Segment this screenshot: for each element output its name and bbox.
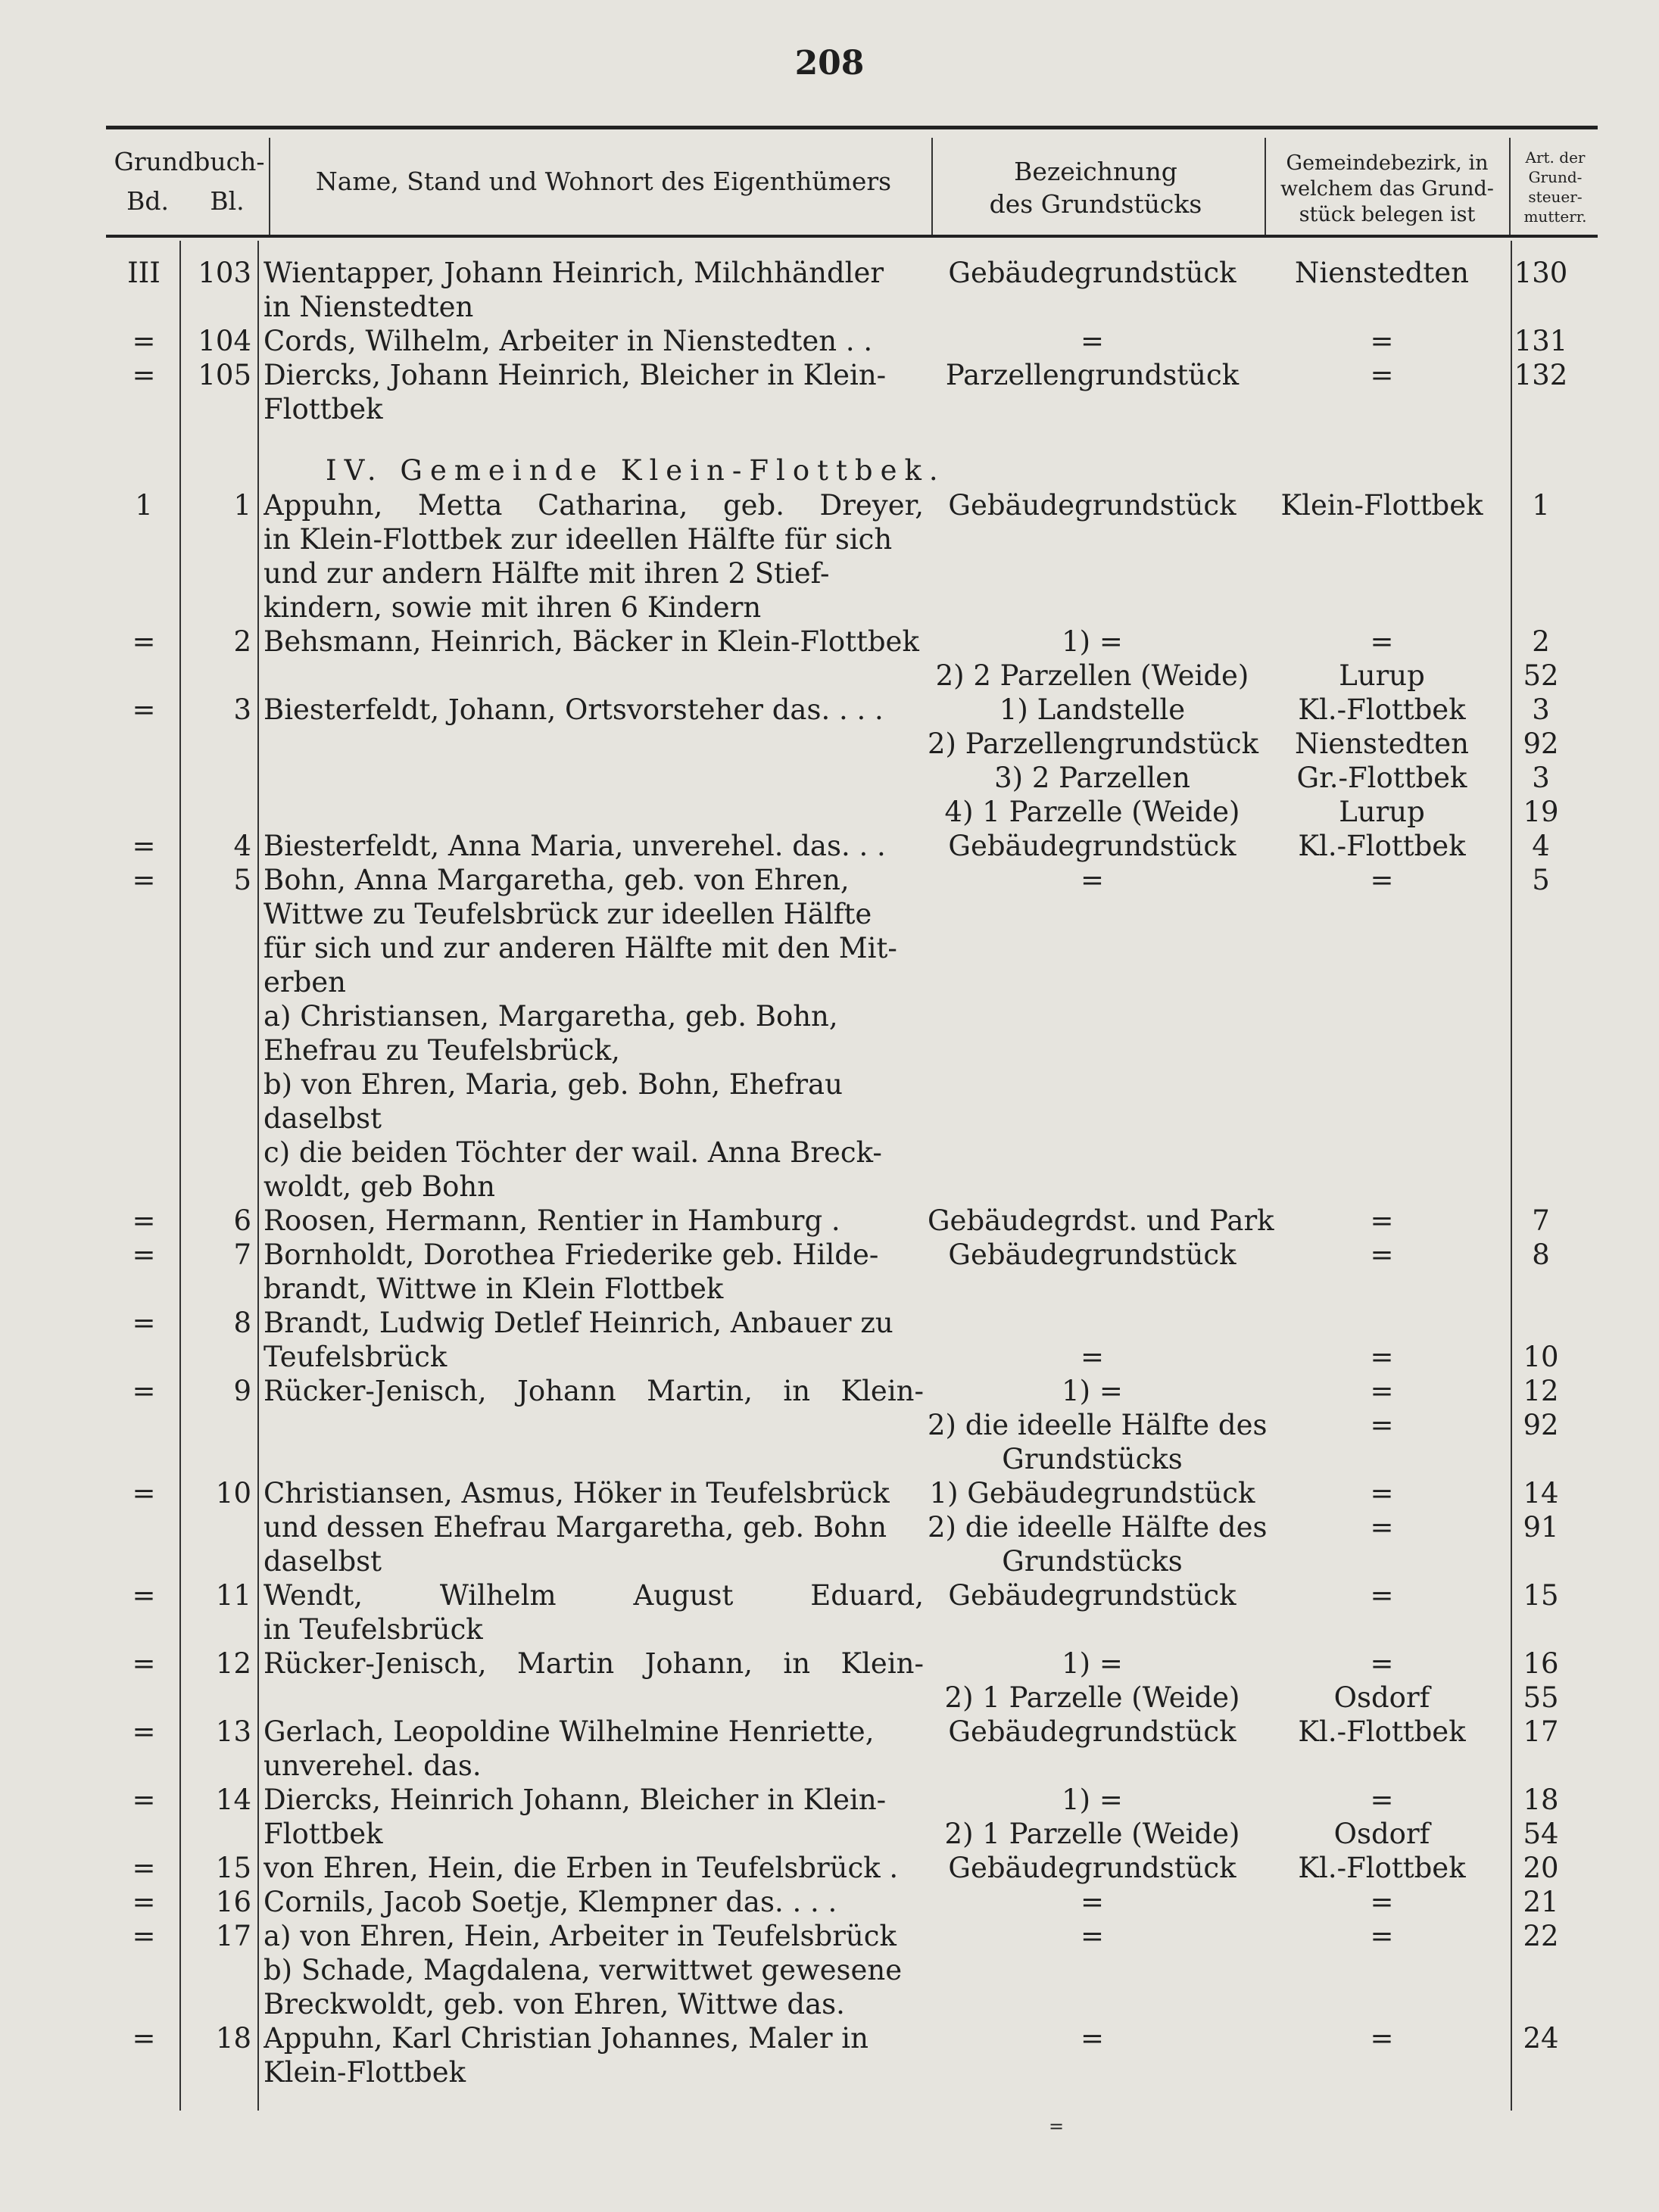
cell-owner bbox=[264, 1715, 924, 1783]
cell-bezeichnung-line: 3) 2 Parzellen bbox=[994, 762, 1190, 794]
cell-owner-line: Breckwoldt, geb. von Ehren, Wittwe das. bbox=[264, 1988, 845, 2020]
cell-owner bbox=[264, 358, 924, 426]
cell-artikel-line: 92 bbox=[1523, 727, 1559, 760]
cell-bezeichnung bbox=[928, 2021, 1257, 2055]
cell-blatt: 103 bbox=[198, 257, 251, 289]
cell-blatt: 12 bbox=[215, 1647, 251, 1680]
cell-bezeichnung-line: 1) Landstelle bbox=[999, 693, 1186, 726]
header-name: Name, Stand und Wohnort des Eigenthümers bbox=[315, 167, 892, 196]
cell-artikel-line: 3 bbox=[1532, 693, 1550, 726]
cell-owner-line: Rücker-Jenisch, Johann Martin, in Klein- bbox=[264, 1375, 924, 1407]
cell-artikel bbox=[1511, 1306, 1571, 1374]
cell-bezeichnung-line: = bbox=[1080, 2022, 1104, 2055]
cell-artikel-line: 3 bbox=[1532, 762, 1550, 794]
cell-owner bbox=[264, 1851, 924, 1885]
cell-gemeinde bbox=[1268, 1476, 1495, 1544]
cell-artikel-line: 130 bbox=[1514, 257, 1568, 289]
cell-gemeinde-line: Osdorf bbox=[1333, 1681, 1430, 1714]
cell-gemeinde bbox=[1268, 1647, 1495, 1715]
cell-owner-line: c) die beiden Töchter der wail. Anna Breck- bbox=[264, 1136, 882, 1169]
cell-gemeinde-line: = bbox=[1370, 1341, 1394, 1373]
cell-blatt: 16 bbox=[215, 1886, 251, 1918]
cell-gemeinde-line: Gr.-Flottbek bbox=[1296, 762, 1467, 794]
header-bottom-rule bbox=[106, 235, 1598, 238]
cell-owner-line: Flottbek bbox=[264, 1818, 383, 1850]
cell-artikel-line: 21 bbox=[1523, 1886, 1559, 1918]
header-gemeinde-1: Gemeindebezirk, in bbox=[1286, 151, 1489, 175]
cell-bezeichnung-line: Gebäudegrundstück bbox=[948, 830, 1236, 862]
cell-owner-line: Wendt, Wilhelm August Eduard, bbox=[264, 1579, 924, 1612]
cell-owner-line: von Ehren, Hein, die Erben in Teufelsbrück . bbox=[264, 1852, 899, 1884]
cell-owner-line: für sich und zur anderen Hälfte mit den Mit- bbox=[264, 932, 897, 964]
cell-owner-line: Roosen, Hermann, Rentier in Hamburg . bbox=[264, 1204, 840, 1237]
cell-gemeinde bbox=[1268, 829, 1495, 863]
cell-owner-line: Cornils, Jacob Soetje, Klempner das. . . . bbox=[264, 1886, 837, 1918]
cell-blatt: 2 bbox=[233, 625, 251, 658]
cell-artikel-line: 14 bbox=[1523, 1477, 1559, 1509]
cell-bezeichnung bbox=[928, 1238, 1257, 1272]
cell-artikel bbox=[1511, 256, 1571, 290]
cell-gemeinde bbox=[1268, 256, 1495, 290]
cell-blatt: 4 bbox=[233, 830, 251, 862]
cell-bezeichnung-line: = bbox=[1080, 864, 1104, 896]
header-top-rule bbox=[106, 126, 1598, 129]
cell-gemeinde bbox=[1268, 1715, 1495, 1749]
column-divider bbox=[179, 241, 181, 2111]
cell-owner-line: Brandt, Ludwig Detlef Heinrich, Anbauer zu bbox=[264, 1307, 893, 1339]
cell-owner bbox=[264, 1578, 924, 1647]
cell-owner bbox=[264, 1885, 924, 1919]
cell-artikel bbox=[1511, 324, 1571, 358]
cell-artikel-line: 92 bbox=[1523, 1409, 1559, 1441]
cell-bezeichnung-line: 4) 1 Parzelle (Weide) bbox=[944, 796, 1240, 828]
cell-bezeichnung-line: Gebäudegrundstück bbox=[948, 1852, 1236, 1884]
cell-owner bbox=[264, 863, 924, 1204]
cell-band: = bbox=[132, 1852, 156, 1884]
header-bl: Bl. bbox=[210, 186, 245, 216]
cell-gemeinde bbox=[1268, 1885, 1495, 1919]
cell-artikel-line: 17 bbox=[1523, 1715, 1559, 1748]
cell-gemeinde bbox=[1268, 1204, 1495, 1238]
cell-artikel-line bbox=[1511, 1306, 1571, 1340]
cell-bezeichnung-line: = bbox=[1080, 1920, 1104, 1952]
cell-artikel bbox=[1511, 829, 1571, 863]
cell-artikel-line: 5 bbox=[1532, 864, 1550, 896]
cell-band: = bbox=[132, 1920, 156, 1952]
cell-blatt: 13 bbox=[215, 1715, 251, 1748]
cell-bezeichnung-line: 2) 2 Parzellen (Weide) bbox=[935, 659, 1249, 692]
cell-bezeichnung-line: Gebäudegrundstück bbox=[948, 489, 1236, 522]
cell-band: = bbox=[132, 1886, 156, 1918]
cell-artikel-line: 132 bbox=[1514, 359, 1568, 391]
cell-artikel-line: 2 bbox=[1532, 625, 1550, 658]
cell-bezeichnung bbox=[928, 1476, 1268, 1578]
cell-gemeinde bbox=[1268, 2021, 1495, 2055]
cell-bezeichnung bbox=[928, 488, 1257, 522]
column-divider bbox=[257, 241, 259, 2111]
cell-artikel bbox=[1511, 693, 1571, 829]
cell-gemeinde-line: = bbox=[1370, 1647, 1394, 1680]
cell-artikel-line: 4 bbox=[1532, 830, 1550, 862]
cell-bezeichnung bbox=[928, 256, 1257, 290]
cell-bezeichnung bbox=[928, 1783, 1257, 1851]
cell-gemeinde-line bbox=[1268, 1306, 1495, 1340]
cell-owner-line: Cords, Wilhelm, Arbeiter in Nienstedten . . bbox=[264, 325, 873, 357]
cell-bezeichnung-line: Grundstücks bbox=[1002, 1443, 1183, 1475]
cell-bezeichnung-line: = bbox=[1080, 1341, 1104, 1373]
cell-bezeichnung bbox=[928, 829, 1257, 863]
cell-artikel-line: 54 bbox=[1523, 1818, 1559, 1850]
cell-bezeichnung-line: 2) die ideelle Hälfte des bbox=[928, 1409, 1268, 1441]
cell-bezeichnung bbox=[928, 1851, 1257, 1885]
cell-bezeichnung-line: = bbox=[1080, 1886, 1104, 1918]
cell-blatt: 10 bbox=[215, 1477, 251, 1509]
cell-artikel bbox=[1511, 1919, 1571, 1953]
cell-blatt: 17 bbox=[215, 1920, 251, 1952]
cell-artikel bbox=[1511, 1851, 1571, 1885]
cell-gemeinde bbox=[1268, 1374, 1495, 1442]
cell-blatt: 7 bbox=[233, 1238, 251, 1271]
cell-bezeichnung-line: 1) = bbox=[1062, 1784, 1123, 1816]
cell-owner-line: unverehel. das. bbox=[264, 1749, 482, 1782]
cell-artikel-line: 1 bbox=[1532, 489, 1550, 522]
cell-owner bbox=[264, 1476, 924, 1578]
cell-artikel-line: 10 bbox=[1523, 1341, 1559, 1373]
cell-owner-line: und dessen Ehefrau Margaretha, geb. Bohn bbox=[264, 1511, 887, 1544]
cell-owner-line: in Nienstedten bbox=[264, 291, 474, 323]
cell-owner-line: Diercks, Johann Heinrich, Bleicher in Klein- bbox=[264, 359, 887, 391]
header-bezeichnung-1: Bezeichnung bbox=[1014, 157, 1177, 186]
cell-gemeinde-line: = bbox=[1370, 1920, 1394, 1952]
cell-artikel-line: 20 bbox=[1523, 1852, 1559, 1884]
cell-blatt: 3 bbox=[233, 693, 251, 726]
cell-owner-line: Appuhn, Karl Christian Johannes, Maler in bbox=[264, 2022, 868, 2055]
cell-owner-line: Biesterfeldt, Johann, Ortsvorsteher das. . . . bbox=[264, 693, 884, 726]
cell-band: = bbox=[132, 359, 156, 391]
cell-band: = bbox=[132, 1715, 156, 1748]
cell-artikel bbox=[1511, 488, 1571, 522]
cell-band: = bbox=[132, 1204, 156, 1237]
page-number: 208 bbox=[794, 44, 865, 83]
cell-owner-line: Ehefrau zu Teufelsbrück, bbox=[264, 1034, 620, 1067]
header-bd: Bd. bbox=[126, 186, 169, 216]
cell-band: 1 bbox=[135, 489, 153, 522]
cell-band: = bbox=[132, 1307, 156, 1339]
cell-bezeichnung bbox=[928, 1885, 1257, 1919]
cell-gemeinde-line: Nienstedten bbox=[1295, 257, 1469, 289]
cell-owner bbox=[264, 1919, 924, 2021]
cell-owner-line: Appuhn, Metta Catharina, geb. Dreyer, bbox=[264, 489, 924, 522]
cell-gemeinde bbox=[1268, 358, 1495, 392]
header-grundbuch: Grundbuch- bbox=[114, 147, 265, 176]
cell-artikel bbox=[1511, 1885, 1571, 1919]
cell-gemeinde-line: = bbox=[1370, 2022, 1394, 2055]
cell-blatt: 8 bbox=[233, 1307, 251, 1339]
cell-owner-line: a) von Ehren, Hein, Arbeiter in Teufelsbrück bbox=[264, 1920, 897, 1952]
cell-blatt: 104 bbox=[198, 325, 251, 357]
cell-owner-line: und zur andern Hälfte mit ihren 2 Stief- bbox=[264, 557, 830, 590]
cell-owner-line: erben bbox=[264, 966, 346, 999]
cell-bezeichnung bbox=[928, 1204, 1274, 1238]
cell-blatt: 15 bbox=[215, 1852, 251, 1884]
cell-owner-line: Flottbek bbox=[264, 393, 383, 425]
cell-bezeichnung bbox=[928, 693, 1257, 829]
cell-owner-line: kindern, sowie mit ihren 6 Kindern bbox=[264, 591, 762, 624]
cell-gemeinde-line: Kl.-Flottbek bbox=[1298, 1852, 1466, 1884]
cell-owner bbox=[264, 829, 924, 863]
cell-owner bbox=[264, 693, 924, 727]
cell-band: = bbox=[132, 1238, 156, 1271]
cell-bezeichnung bbox=[928, 1647, 1257, 1715]
cell-bezeichnung bbox=[928, 1715, 1257, 1749]
cell-gemeinde-line: Lurup bbox=[1339, 659, 1425, 692]
cell-bezeichnung bbox=[928, 1578, 1257, 1612]
cell-artikel bbox=[1511, 1238, 1571, 1272]
cell-band: = bbox=[132, 625, 156, 658]
cell-blatt: 105 bbox=[198, 359, 251, 391]
cell-bezeichnung-line bbox=[928, 1306, 1257, 1340]
cell-bezeichnung-line: 2) Parzellengrundstück bbox=[928, 727, 1259, 760]
cell-gemeinde-line: Osdorf bbox=[1333, 1818, 1430, 1850]
cell-bezeichnung bbox=[928, 358, 1257, 392]
cell-owner-line: Biesterfeldt, Anna Maria, unverehel. das. . . bbox=[264, 830, 886, 862]
cell-gemeinde bbox=[1268, 693, 1495, 829]
cell-artikel-line: 131 bbox=[1514, 325, 1568, 357]
cell-gemeinde-line: Kl.-Flottbek bbox=[1298, 830, 1466, 862]
cell-artikel bbox=[1511, 1783, 1571, 1851]
cell-band: = bbox=[132, 1647, 156, 1680]
cell-owner bbox=[264, 2021, 924, 2089]
cell-gemeinde-line: = bbox=[1370, 864, 1394, 896]
cell-bezeichnung-line: Gebäudegrdst. und Park bbox=[928, 1204, 1274, 1237]
cell-artikel-line: 7 bbox=[1532, 1204, 1550, 1237]
cell-band: = bbox=[132, 2022, 156, 2055]
cell-owner-line: a) Christiansen, Margaretha, geb. Bohn, bbox=[264, 1000, 838, 1033]
cell-gemeinde bbox=[1268, 1578, 1495, 1612]
cell-gemeinde-line: = bbox=[1370, 1579, 1394, 1612]
cell-owner bbox=[264, 1647, 924, 1681]
cell-artikel bbox=[1511, 1476, 1571, 1544]
cell-gemeinde-line: Kl.-Flottbek bbox=[1298, 693, 1466, 726]
cell-gemeinde-line: Klein-Flottbek bbox=[1280, 489, 1483, 522]
cell-artikel bbox=[1511, 625, 1571, 693]
cell-artikel-line: 19 bbox=[1523, 796, 1559, 828]
cell-bezeichnung-line: 1) Gebäudegrundstück bbox=[929, 1477, 1255, 1509]
cell-bezeichnung-line: 2) die ideelle Hälfte des bbox=[928, 1511, 1268, 1544]
cell-gemeinde-line: = bbox=[1370, 1784, 1394, 1816]
cell-owner-line: Bornholdt, Dorothea Friederike geb. Hilde- bbox=[264, 1238, 879, 1271]
cell-artikel-line: 55 bbox=[1523, 1681, 1559, 1714]
cell-bezeichnung bbox=[928, 863, 1257, 897]
cell-blatt: 18 bbox=[215, 2022, 251, 2055]
cell-gemeinde-line: = bbox=[1370, 325, 1394, 357]
header-art-1: Art. der bbox=[1525, 148, 1586, 167]
cell-gemeinde bbox=[1268, 1919, 1495, 1953]
header-art-2: Grund- bbox=[1528, 168, 1583, 186]
cell-owner bbox=[264, 1204, 924, 1238]
cell-band: = bbox=[132, 325, 156, 357]
cell-artikel-line: 16 bbox=[1523, 1647, 1559, 1680]
cell-band: = bbox=[132, 1375, 156, 1407]
cell-bezeichnung-line: Parzellengrundstück bbox=[945, 359, 1240, 391]
cell-band: III bbox=[127, 257, 161, 289]
cell-artikel-line: 24 bbox=[1523, 2022, 1559, 2055]
cell-gemeinde bbox=[1268, 1851, 1495, 1885]
cell-gemeinde bbox=[1268, 625, 1495, 693]
header-gemeinde-2: welchem das Grund- bbox=[1280, 177, 1494, 201]
cell-bezeichnung-line: 2) 1 Parzelle (Weide) bbox=[944, 1681, 1240, 1714]
cell-bezeichnung bbox=[928, 625, 1257, 693]
cell-bezeichnung-line: = bbox=[1080, 325, 1104, 357]
cell-owner bbox=[264, 625, 924, 659]
cell-owner bbox=[264, 1306, 924, 1374]
cell-bezeichnung-line: Grundstücks bbox=[1002, 1545, 1183, 1578]
cell-bezeichnung-line: 1) = bbox=[1062, 1647, 1123, 1680]
footer-mark: = bbox=[1049, 2116, 1065, 2137]
cell-owner-line: b) von Ehren, Maria, geb. Bohn, Ehefrau bbox=[264, 1068, 843, 1101]
cell-artikel bbox=[1511, 1374, 1571, 1442]
cell-owner-line: Teufelsbrück bbox=[264, 1341, 447, 1373]
cell-gemeinde-line: Nienstedten bbox=[1295, 727, 1469, 760]
cell-gemeinde bbox=[1268, 863, 1495, 897]
header-gemeinde-3: stück belegen ist bbox=[1299, 203, 1476, 226]
cell-owner-line: brandt, Wittwe in Klein Flottbek bbox=[264, 1273, 724, 1305]
cell-band: = bbox=[132, 1784, 156, 1816]
cell-owner bbox=[264, 1238, 924, 1306]
cell-owner-line: in Klein-Flottbek zur ideellen Hälfte für sich bbox=[264, 523, 893, 556]
cell-artikel bbox=[1511, 2021, 1571, 2055]
cell-gemeinde-line: = bbox=[1370, 1886, 1394, 1918]
cell-band: = bbox=[132, 830, 156, 862]
cell-gemeinde-line: Lurup bbox=[1339, 796, 1425, 828]
cell-artikel-line: 22 bbox=[1523, 1920, 1559, 1952]
cell-owner bbox=[264, 1374, 924, 1408]
cell-gemeinde-line: = bbox=[1370, 1477, 1394, 1509]
cell-owner bbox=[264, 324, 924, 358]
cell-bezeichnung-line: Gebäudegrundstück bbox=[948, 257, 1236, 289]
cell-owner-line: woldt, geb Bohn bbox=[264, 1170, 496, 1203]
cell-owner bbox=[264, 488, 924, 625]
cell-blatt: 14 bbox=[215, 1784, 251, 1816]
cell-owner-line: b) Schade, Magdalena, verwittwet gewesene bbox=[264, 1954, 903, 1986]
cell-bezeichnung-line: Gebäudegrundstück bbox=[948, 1715, 1236, 1748]
cell-artikel-line: 12 bbox=[1523, 1375, 1559, 1407]
cell-bezeichnung-line: Gebäudegrundstück bbox=[948, 1238, 1236, 1271]
header-divider bbox=[1265, 138, 1266, 235]
cell-owner bbox=[264, 256, 924, 324]
header-divider bbox=[269, 138, 270, 235]
section-title: IV. Gemeinde Klein-Flottbek. bbox=[326, 454, 946, 487]
cell-bezeichnung-line: 1) = bbox=[1062, 625, 1123, 658]
header-divider bbox=[931, 138, 933, 235]
cell-band: = bbox=[132, 1579, 156, 1612]
header-divider bbox=[1509, 138, 1511, 235]
cell-bezeichnung-line: 1) = bbox=[1062, 1375, 1123, 1407]
cell-gemeinde bbox=[1268, 1306, 1495, 1374]
cell-gemeinde bbox=[1268, 324, 1495, 358]
cell-artikel-line: 91 bbox=[1523, 1511, 1559, 1544]
cell-artikel bbox=[1511, 1578, 1571, 1612]
cell-gemeinde-line: = bbox=[1370, 1511, 1394, 1544]
cell-blatt: 9 bbox=[233, 1375, 251, 1407]
cell-blatt: 11 bbox=[215, 1579, 251, 1612]
cell-artikel bbox=[1511, 863, 1571, 897]
cell-artikel-line: 52 bbox=[1523, 659, 1559, 692]
cell-band: = bbox=[132, 693, 156, 726]
cell-owner-line: Wientapper, Johann Heinrich, Milchhändler bbox=[264, 257, 884, 289]
cell-artikel-line: 15 bbox=[1523, 1579, 1559, 1612]
cell-artikel-line: 8 bbox=[1532, 1238, 1550, 1271]
cell-artikel-line: 18 bbox=[1523, 1784, 1559, 1816]
cell-owner-line: Diercks, Heinrich Johann, Bleicher in Klein- bbox=[264, 1784, 887, 1816]
cell-gemeinde-line: = bbox=[1370, 1375, 1394, 1407]
cell-owner-line: daselbst bbox=[264, 1102, 382, 1135]
cell-owner-line: Rücker-Jenisch, Martin Johann, in Klein- bbox=[264, 1647, 924, 1680]
cell-bezeichnung-line: Gebäudegrundstück bbox=[948, 1579, 1236, 1612]
cell-blatt: 1 bbox=[233, 489, 251, 522]
cell-owner bbox=[264, 1783, 924, 1851]
cell-owner-line: Wittwe zu Teufelsbrück zur ideellen Hälfte bbox=[264, 898, 872, 930]
cell-owner-line: in Teufelsbrück bbox=[264, 1613, 483, 1646]
header-art-3: steuer- bbox=[1528, 188, 1583, 206]
cell-bezeichnung bbox=[928, 1374, 1268, 1476]
cell-bezeichnung bbox=[928, 1306, 1257, 1374]
cell-artikel bbox=[1511, 1647, 1571, 1715]
cell-owner-line: Christiansen, Asmus, Höker in Teufelsbrück bbox=[264, 1477, 890, 1509]
cell-owner-line: Klein-Flottbek bbox=[264, 2056, 466, 2089]
cell-gemeinde bbox=[1268, 488, 1495, 522]
cell-bezeichnung bbox=[928, 324, 1257, 358]
cell-gemeinde-line: = bbox=[1370, 1409, 1394, 1441]
cell-owner-line: Bohn, Anna Margaretha, geb. von Ehren, bbox=[264, 864, 850, 896]
cell-gemeinde-line: Kl.-Flottbek bbox=[1298, 1715, 1466, 1748]
cell-artikel bbox=[1511, 1204, 1571, 1238]
cell-owner-line: Gerlach, Leopoldine Wilhelmine Henriette, bbox=[264, 1715, 875, 1748]
cell-gemeinde bbox=[1268, 1783, 1495, 1851]
cell-band: = bbox=[132, 1477, 156, 1509]
cell-owner-line: Behsmann, Heinrich, Bäcker in Klein-Flottbek bbox=[264, 625, 919, 658]
header-art-4: mutterr. bbox=[1523, 207, 1587, 226]
cell-gemeinde-line: = bbox=[1370, 1204, 1394, 1237]
cell-blatt: 6 bbox=[233, 1204, 251, 1237]
cell-gemeinde bbox=[1268, 1238, 1495, 1272]
cell-artikel bbox=[1511, 358, 1571, 392]
cell-bezeichnung bbox=[928, 1919, 1257, 1953]
cell-blatt: 5 bbox=[233, 864, 251, 896]
cell-gemeinde-line: = bbox=[1370, 1238, 1394, 1271]
cell-gemeinde-line: = bbox=[1370, 625, 1394, 658]
cell-band: = bbox=[132, 864, 156, 896]
header-bezeichnung-2: des Grundstücks bbox=[989, 189, 1202, 219]
cell-gemeinde-line: = bbox=[1370, 359, 1394, 391]
cell-artikel bbox=[1511, 1715, 1571, 1749]
cell-bezeichnung-line: 2) 1 Parzelle (Weide) bbox=[944, 1818, 1240, 1850]
cell-owner-line: daselbst bbox=[264, 1545, 382, 1578]
